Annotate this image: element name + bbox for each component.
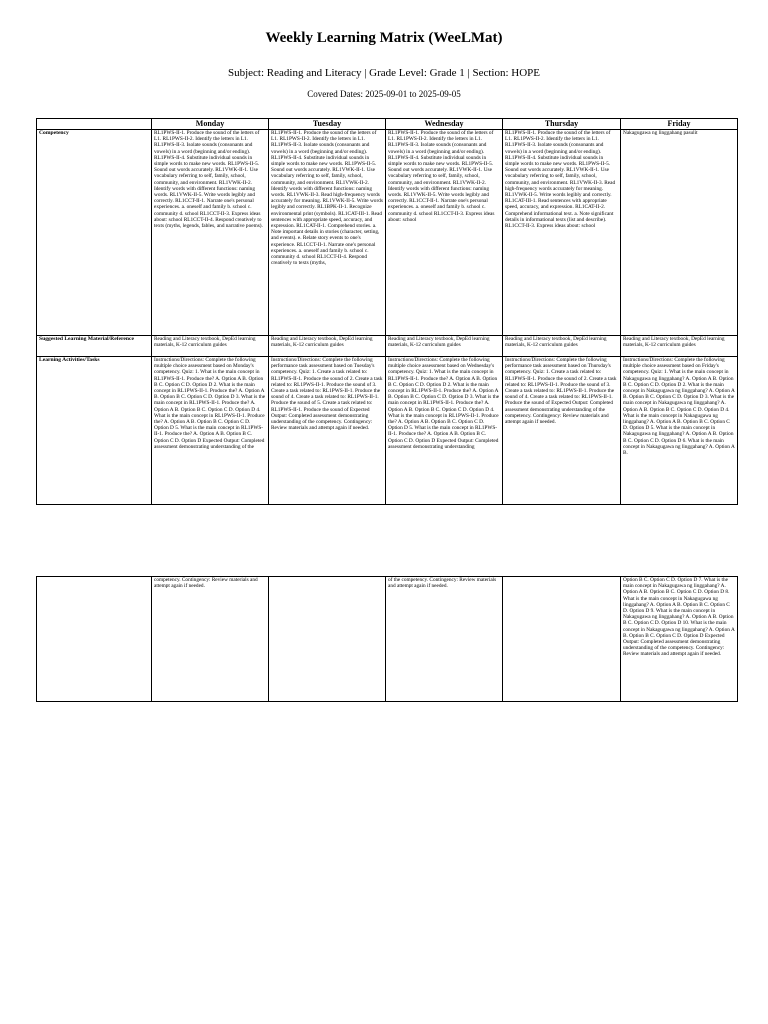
header-thursday: Thursday [503, 119, 621, 130]
activities-continued-tuesday [269, 577, 386, 702]
activities-wednesday: Instructions/Directions: Complete the following multiple choice assessment based on Wednesday's competency. Quiz: 1. What is the main concept in RL1PWS-II-1. Produce the? A. Option A B. Option B C. Option C D. Option D 2. What is the main concept in RL1PWS-II-1. Produce the? A. Option A B. Option B C. Option C D. Option D 3. What is the main concept in RL1PWS-II-1. Produce the? A. Option A B. Option B C. Option C D. Option D 4. What is the main concept in RL1PWS-II-1. Produce the? A. Option A B. Option B C. Option C D. Option D 5. What is the main concept in RL1PWS-II-1. Produce the? A. Option A B. Option B C. Option C D. Option D Expected Output: Completed assessment demonstrating understanding [386, 357, 503, 505]
activities-continued-label [37, 577, 152, 702]
competency-tuesday: RL1PWS-II-1. Produce the sound of the letters of L1. RL1PWS-II-2. Identify the letters in L1. RL1PWS-II-3. Isolate sounds (consonants and vowels) in a word (beginning and/or ending). RL1PWS-II-4. Substitute individual sounds in simple words to make new words. RL1PWS-II-5. Sound out words accurately. RL1VWK-II-1. Use vocabulary referring to self, family, school, community, and environment. RL1VWK-II-2. Identify words with different functions: naming words. RL1VWK-II-3. Read high-frequency words accurately for meaning. RL1VWK-II-5. Write words legibly and correctly. RL1BPK-II-1. Recognize environmental print (symbols). RL1CAT-III-1. Read sentences with appropriate speed, accuracy, and expression. RL1CAT-II-1. Comprehend stories. a. Note important details in stories (character, setting, and events). e. Relate story events to one's experience. RL1CCT-II-1. Narrate one's personal experiences. a. oneself and family b. school c. community d. school RL1CCT-II-4. Respond creatively to texts (myths, [269, 130, 386, 336]
activities-continued-monday: competency. Contingency: Review materials and attempt again if needed. [152, 577, 269, 702]
material-friday: Reading and Literacy textbook, DepEd learning materials, K-12 curriculum guides [621, 336, 738, 357]
material-monday: Reading and Literacy textbook, DepEd learning materials, K-12 curriculum guides [152, 336, 269, 357]
competency-wednesday: RL1PWS-II-1. Produce the sound of the letters of L1. RL1PWS-II-2. Identify the letters in L1. RL1PWS-II-3. Isolate sounds (consonants and vowels) in a word (beginning and/or ending). RL1PWS-II-4. Substitute individual sounds in simple words to make new words. RL1PWS-II-5. Sound out words accurately. RL1VWK-II-1. Use vocabulary referring to self, family, school, community, and environment. RL1VWK-II-2. Identify words with different functions: naming words. RL1VWK-II-5. Write words legibly and correctly. RL1CCT-II-1. Narrate one's personal experiences. a. oneself and family b. school c. community d. school RL1CCT-II-3. Express ideas about: school [386, 130, 503, 336]
header-blank [37, 119, 152, 130]
learning-matrix-table-continued [36, 576, 738, 702]
activities-thursday: Instructions/Directions: Complete the following performance task assessment based on Thursday's competency. Quiz: 1. Create a task related to: RL1PWS-II-1. Produce the sound of 2. Create a task related to: RL1PWS-II-1. Produce the sound of 3. Create a task related to: RL1PWS-II-1. Produce the sound of 4. Create a task related to: RL1PWS-II-1. Produce the sound of Expected Output: Completed assessment demonstrating understanding of the competency. Contingency: Review materials and attempt again if needed. [503, 357, 621, 505]
activities-label: Learning Activities/Tasks [37, 357, 152, 505]
activities-continued-wednesday: of the competency. Contingency: Review materials and attempt again if needed. [386, 577, 503, 702]
activities-row [37, 357, 738, 505]
competency-label: Competency [37, 130, 152, 336]
material-label: Suggested Learning Material/Reference [37, 336, 152, 357]
competency-row [37, 130, 738, 336]
activities-continued-friday: Option B C. Option C D. Option D 7. What is the main concept in Nakagugawa ng linggahang? A. Option A B. Option B C. Option C D. Option D 8. What is the main concept in Nakagugawa ng linggahang? A. Option A B. Option B C. Option C D. Option D 9. What is the main concept in Nakagugawa ng linggahang? A. Option A B. Option B C. Option C D. Option D 10. What is the main concept in Nakagugawa ng linggahang? A. Option A B. Option B C. Option C D. Option D Expected Output: Completed assessment demonstrating understanding of the competency. Contingency: Review materials and attempt again if needed. [621, 577, 738, 702]
page-title: Weekly Learning Matrix (WeeLMat) [265, 30, 503, 46]
material-tuesday: Reading and Literacy textbook, DepEd learning materials, K-12 curriculum guides [269, 336, 386, 357]
subject-line: Subject: Reading and Literacy | Grade Level: Grade 1 | Section: HOPE [227, 67, 540, 79]
header-wednesday: Wednesday [386, 119, 503, 130]
activities-friday: Instructions/Directions: Complete the following multiple choice assessment based on Friday's competency. Quiz: 1. What is the main concept in Nakagugawa ng linggahang? A. Option A B. Option B C. Option C D. Option D 2. What is the main concept in Nakagugawa ng linggahang? A. Option A B. Option B C. Option C D. Option D 3. What is the main concept in Nakagugawa ng linggahang? A. Option A B. Option B C. Option C D. Option D 4. What is the main concept in Nakagugawa ng linggahang? A. Option A B. Option B C. Option C D. Option D 5. What is the main concept in Nakagugawa ng linggahang? A. Option A B. Option B C. Option C D. Option D 6. What is the main concept in Nakagugawa ng linggahang? A. Option A B. [621, 357, 738, 505]
competency-thursday: RL1PWS-II-1. Produce the sound of the letters of L1. RL1PWS-II-2. Identify the letters in L1. RL1PWS-II-3. Isolate sounds (consonants and vowels) in a word (beginning and/or ending). RL1PWS-II-4. Substitute individual sounds in simple words to make new words. RL1PWS-II-5. Sound out words accurately. RL1VWK-II-1. Use vocabulary referring to self, family, school, community, and environment. RL1VWK-II-3. Read high-frequency words accurately for meaning. RL1VWK-II-5. Write words legibly and correctly. RL1CAT-III-1. Read sentences with appropriate speed, accuracy, and expression. RL1CAT-II-2. Comprehend informational text. a. Note significant details in informational texts (list and describe). RL1CCT-II-3. Express ideas about: school [503, 130, 621, 336]
competency-monday: RL1PWS-II-1. Produce the sound of the letters of L1. RL1PWS-II-2. Identify the letters in L1. RL1PWS-II-3. Isolate sounds (consonants and vowels) in a word (beginning and/or ending). RL1PWS-II-4. Substitute individual sounds in simple words to make new words. RL1PWS-II-5. Sound out words accurately. RL1VWK-II-1. Use vocabulary referring to self, family, school, community, and environment. RL1VWK-II-2. Identify words with different functions: naming words. RL1VWK-II-5. Write words legibly and correctly. RL1CCT-II-1. Narrate one's personal experiences. a. oneself and family b. school c. community d. school RL1CCT-II-3. Express ideas about: school RL1CCT-II-4. Respond creatively to texts (myths, legends, fables, and narrative poems). [152, 130, 269, 336]
activities-continued-thursday [503, 577, 621, 702]
header-tuesday: Tuesday [269, 119, 386, 130]
activities-tuesday: Instructions/Directions: Complete the following performance task assessment based on Tuesday's competency. Quiz: 1. Create a task related to: RL1PWS-II-1. Produce the sound of 2. Create a task related to: RL1PWS-II-1. Produce the sound of 3. Create a task related to: RL1PWS-II-1. Produce the sound of 4. Create a task related to: RL1PWS-II-1. Produce the sound of 5. Create a task related to: RL1PWS-II-1. Produce the sound of Expected Output: Completed assessment demonstrating understanding of the competency. Contingency: Review materials and attempt again if needed. [269, 357, 386, 505]
activities-monday: Instructions/Directions: Complete the following multiple choice assessment based on Monday's competency. Quiz: 1. What is the main concept in RL1PWS-II-1. Produce the? A. Option A B. Option B C. Option C D. Option D 2. What is the main concept in RL1PWS-II-1. Produce the? A. Option A B. Option B C. Option C D. Option D 3. What is the main concept in RL1PWS-II-1. Produce the? A. Option A B. Option B C. Option C D. Option D 4. What is the main concept in RL1PWS-II-1. Produce the? A. Option A B. Option B C. Option C D. Option D 5. What is the main concept in RL1PWS-II-1. Produce the? A. Option A B. Option B C. Option C D. Option D Expected Output: Completed assessment demonstrating understanding of the [152, 357, 269, 505]
activities-continued-row [37, 577, 738, 702]
material-thursday: Reading and Literacy textbook, DepEd learning materials, K-12 curriculum guides [503, 336, 621, 357]
material-row [37, 336, 738, 357]
header-friday: Friday [621, 119, 738, 130]
header-monday: Monday [152, 119, 269, 130]
competency-friday: Nakagugawa ng linggahang pasulit [621, 130, 738, 336]
covered-dates: Covered Dates: 2025-09-01 to 2025-09-05 [307, 89, 461, 99]
header-row [37, 119, 738, 130]
material-wednesday: Reading and Literacy textbook, DepEd learning materials, K-12 curriculum guides [386, 336, 503, 357]
learning-matrix-table [36, 118, 738, 505]
